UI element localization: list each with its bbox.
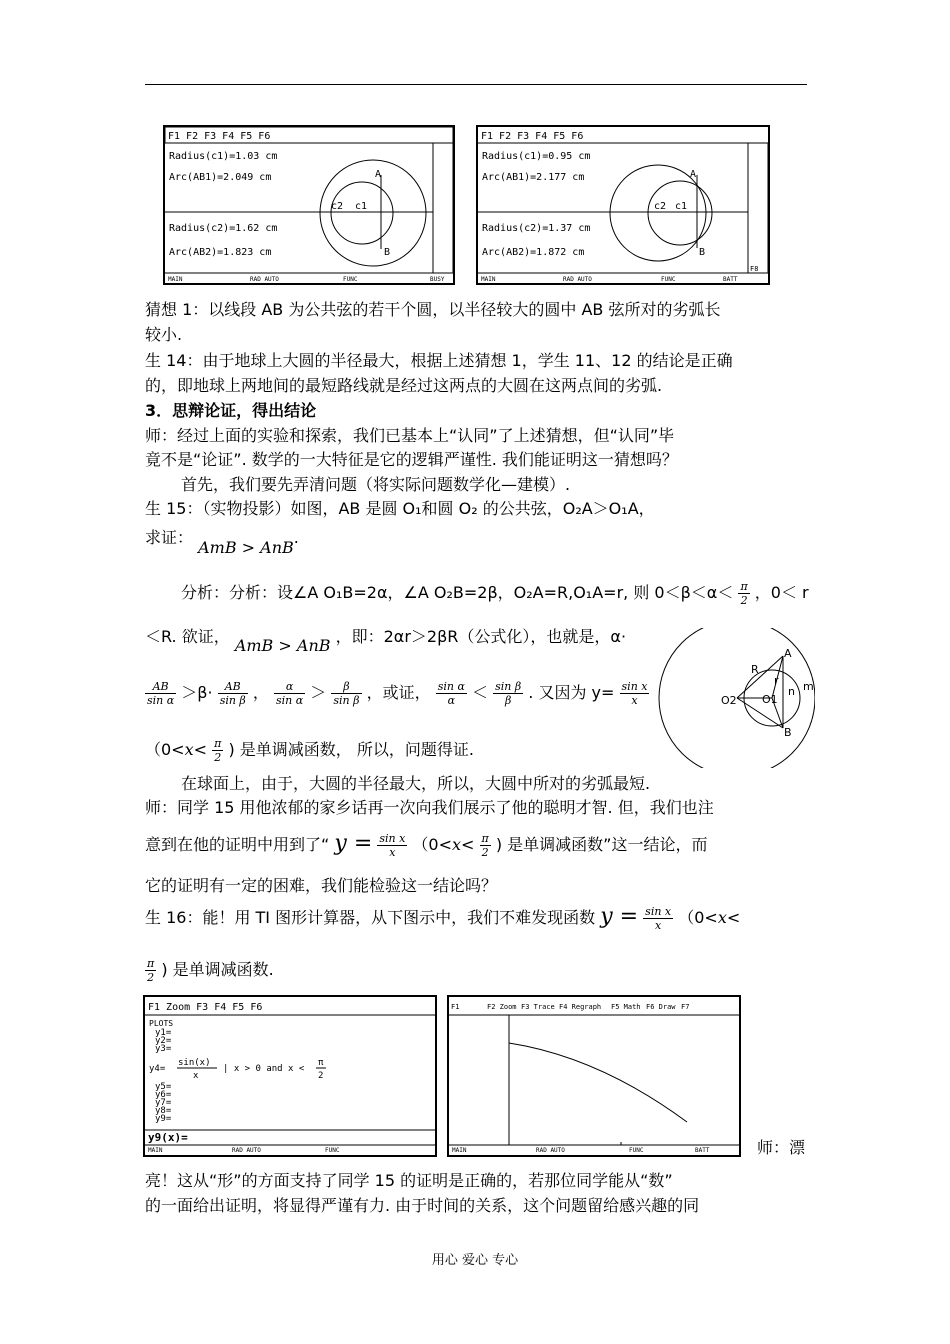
plots-label: PLOTS [149, 1019, 174, 1028]
diagram-b: B [784, 726, 792, 739]
frac-ab-sina: $\frac{AB}{\text{sin α}}$ [147, 680, 175, 707]
analysis-text-3: ＜R. 欲证， [145, 627, 230, 646]
sinx-over-x-curve [509, 1043, 687, 1122]
svg-text:y5=: y5= [155, 1082, 172, 1092]
status-mode-2: RAD AUTO [563, 276, 592, 283]
analysis-text-2: ，0＜ r [754, 583, 809, 602]
para-student14b: 的，即地球上两地间的最短路线就是经过这两点的大圆在这两点间的劣弧. [145, 376, 663, 395]
svg-text:F6 Draw: F6 Draw [646, 1003, 676, 1011]
section-heading-3: 3．思辩论证，得出结论 [145, 401, 317, 420]
svg-text:F1: F1 [451, 1003, 460, 1011]
svg-text:y9=: y9= [155, 1114, 172, 1124]
point-b-label: B [384, 247, 391, 258]
f8-label: F8 [750, 265, 759, 273]
para-student14a: 生 14：由于地球上大圆的半径最大，根据上述猜想 1，学生 11、12 的结论是正确 [145, 351, 733, 370]
svg-text:F4 Regraph: F4 Regraph [559, 1003, 602, 1011]
para-analysis-b [145, 626, 627, 655]
status-func: FUNC [343, 276, 358, 283]
diagram-n: n [788, 685, 795, 698]
frac-sinx-x-3: $\frac{\text{sin x}}{x}$ [645, 905, 672, 932]
diagram-o1: O1 [762, 693, 778, 706]
svg-text:BATT: BATT [695, 1147, 710, 1154]
radius-c1-label-2: Radius(c1)=0.95 cm [482, 151, 591, 162]
point-a-label-2: A [690, 169, 697, 180]
svg-text:FUNC: FUNC [325, 1147, 340, 1154]
svg-text:y8=: y8= [155, 1106, 172, 1116]
para-conjecture-1a: 猜想 1：以线段 AB 为公共弦的若干个圆，以半径较大的圆中 AB 弦所对的劣弧长 [145, 300, 721, 319]
svg-text:FUNC: FUNC [629, 1147, 644, 1154]
graph-screen-svg [449, 997, 739, 1155]
svg-text:y2=: y2= [155, 1036, 172, 1046]
analysis-text-4: ，即：2αr＞2βR（公式化），也就是，α· [335, 627, 627, 646]
status-main: MAIN [168, 276, 183, 283]
svg-text:MAIN: MAIN [452, 1147, 467, 1154]
diagram-r-big: R [751, 663, 759, 676]
radius-c2-label: Radius(c2)=1.62 cm [169, 223, 278, 234]
svg-text:y1=: y1= [155, 1028, 172, 1038]
para-teacher-1a: 师：经过上面的实验和探索，我们已基本上“认同”了上述猜想，但“认同”毕 [145, 426, 675, 445]
para-student16b: $\frac{\pi}{2}$ ) 是单调减函数. [147, 957, 274, 984]
para-sphere: 在球面上，由于，大圆的半径最大，所以，大圆中所对的劣弧最短. [181, 774, 651, 793]
geometry-screen-svg [165, 127, 453, 283]
diagram-o2: O2 [721, 694, 737, 707]
para-teacher-3b: 亮！这从“形”的方面支持了同学 15 的证明是正确的，若那位同学能从“数” [145, 1171, 673, 1190]
frac-sina-a: $\frac{\text{sin α}}{\alpha}$ [437, 680, 465, 707]
frac-a-sina: $\frac{\alpha}{\text{sin α}}$ [276, 680, 304, 707]
svg-text:y3=: y3= [155, 1044, 172, 1054]
svg-text:y6=: y6= [155, 1090, 172, 1100]
svg-text:MAIN: MAIN [148, 1147, 163, 1154]
toolbar-labels: F1 F2 F3 F4 F5 F6 [168, 131, 271, 142]
header-rule [145, 84, 807, 85]
radius-c2-label-2: Radius(c2)=1.37 cm [482, 223, 591, 234]
center-c2-label: c2 [331, 201, 344, 212]
frac-pi-2-b: $\frac{\pi}{2}$ [214, 737, 222, 764]
status-mode: RAD AUTO [250, 276, 279, 283]
frac-pi-2-a: $\frac{\pi}{2}$ [740, 580, 748, 607]
para-student15b: 求证： AmB > AnB. [145, 528, 299, 557]
para-teacher-2b: 意到在他的证明中用到了“ y = $\frac{\text{sin x}}{x}$ （0<x< $\frac{\pi}{2}$ ) 是单调减函数”这一结论，而 [145, 831, 708, 859]
svg-text:F5 Math: F5 Math [611, 1003, 641, 1011]
prove-label: 求证： [145, 528, 194, 547]
page-footer: 用心 爱心 专心 [431, 1253, 519, 1268]
status-main-2: MAIN [481, 276, 496, 283]
frac-pi-2-c: $\frac{\pi}{2}$ [481, 832, 489, 859]
frac-sinb-b: $\frac{\text{sin β}}{\beta}$ [495, 680, 522, 707]
arc-ab2-label: Arc(AB2)=1.823 cm [169, 247, 272, 258]
calculator-screen-3 [143, 995, 437, 1157]
para-teacher-2a: 师：同学 15 用他浓郁的家乡话再一次向我们展示了他的聪明才智. 但，我们也注 [145, 798, 714, 817]
frac-sinx-x: $\frac{\text{sin x}}{x}$ [621, 680, 648, 707]
arc-ab2-label-2: Arc(AB2)=1.872 cm [482, 247, 585, 258]
svg-text:RAD AUTO: RAD AUTO [232, 1147, 261, 1154]
para-teacher-3a: 师：漂 [757, 1138, 806, 1157]
svg-text:F7: F7 [681, 1003, 690, 1011]
frac-ab-sinb: $\frac{AB}{\text{sin β}}$ [219, 680, 246, 707]
para-student16a: 生 16：能！用 TI 图形计算器，从下图示中，我们不难发现函数 y = $\frac{\text{sin x}}{x}$ （0<x< [145, 904, 741, 932]
svg-text:π: π [318, 1058, 324, 1068]
para-analysis-d: （0<x< $\frac{\pi}{2}$ ) 是单调减函数， 所以，问题得证. [145, 737, 474, 764]
status-batt-2: BATT [723, 276, 738, 283]
svg-text:RAD AUTO: RAD AUTO [536, 1147, 565, 1154]
svg-text:F2 Zoom: F2 Zoom [487, 1003, 517, 1011]
center-c2-label-2: c2 [654, 201, 667, 212]
radius-c1-label: Radius(c1)=1.03 cm [169, 151, 278, 162]
diagram-r-small: r [774, 674, 779, 687]
svg-text:| x > 0 and x <: | x > 0 and x < [223, 1064, 305, 1074]
prove-formula: AmB > AnB [198, 538, 294, 557]
para-analysis-c: $\frac{AB}{\text{sin α}}$ ＞β· $\frac{AB}{\text{sin β}}$ ， $\frac{\alpha}{\text{sin α}}$ ＞ $\frac{\beta}{\text{sin β}}$ ，或证， $\frac{\text{sin α}}{\alpha}$ ＜ $\frac{\text{sin β}}{\beta}$ . 又因为 y= $\frac{\text{sin x}}{x}$ [147, 680, 648, 707]
svg-text:2: 2 [318, 1071, 324, 1081]
point-a-label: A [375, 169, 382, 180]
para-analysis-a [181, 580, 809, 607]
arc-ab1-label: Arc(AB1)=2.049 cm [169, 172, 272, 183]
center-c1-label-2: c1 [675, 201, 688, 212]
svg-text:sin(x): sin(x) [178, 1058, 211, 1068]
para-teacher-3c: 的一面给出证明，将显得严谨有力. 由于时间的关系，这个问题留给感兴趣的同 [145, 1196, 700, 1215]
para-teacher-2c: 它的证明有一定的困难，我们能检验这一结论吗？ [145, 876, 498, 895]
point-b-label-2: B [699, 247, 706, 258]
status-func-2: FUNC [661, 276, 676, 283]
svg-text:x: x [193, 1071, 199, 1081]
geometry-screen-svg-2 [478, 127, 768, 283]
frac-sinx-x-2: $\frac{\text{sin x}}{x}$ [379, 832, 406, 859]
status-busy: BUSY [430, 276, 445, 283]
diagram-a: A [784, 647, 792, 660]
entry-line[interactable]: y9(x)= [148, 1131, 188, 1144]
para-teacher-1b: 竟不是“论证”. 数学的一大特征是它的逻辑严谨性. 我们能证明这一猜想吗？ [145, 450, 678, 469]
analysis-text-1: 分析：分析：设∠A O₁B=2α，∠A O₂B=2β，O₂A=R,O₁A=r, 则 0＜β＜α＜ [181, 583, 734, 602]
y-editor-svg [145, 997, 435, 1155]
calculator-screen-2 [476, 125, 770, 285]
para-first: 首先，我们要先弄清问题（将实际问题数学化—建模）. [181, 475, 571, 494]
prove-formula-2: AmB > AnB [234, 636, 331, 655]
calculator-screen-1 [163, 125, 455, 285]
svg-text:y7=: y7= [155, 1098, 172, 1108]
two-circles-diagram [655, 628, 815, 768]
toolbar-labels-2: F1 F2 F3 F4 F5 F6 [481, 131, 584, 142]
para-conjecture-1b: 较小. [145, 325, 183, 344]
calculator-screen-4 [447, 995, 741, 1157]
y4-label: y4= [149, 1064, 166, 1074]
arc-ab1-label-2: Arc(AB1)=2.177 cm [482, 172, 585, 183]
frac-b-sinb: $\frac{\beta}{\text{sin β}}$ [333, 680, 360, 707]
frac-pi-2-d: $\frac{\pi}{2}$ [147, 957, 155, 984]
para-student15a: 生 15：（实物投影）如图，AB 是圆 O₁和圆 O₂ 的公共弦，O₂A＞O₁A， [145, 499, 655, 518]
toolbar-labels-3: F1 Zoom F3 F4 F5 F6 [148, 1002, 263, 1013]
center-c1-label: c1 [355, 201, 368, 212]
diagram-m: m [803, 680, 814, 693]
svg-text:F3 Trace: F3 Trace [521, 1003, 555, 1011]
